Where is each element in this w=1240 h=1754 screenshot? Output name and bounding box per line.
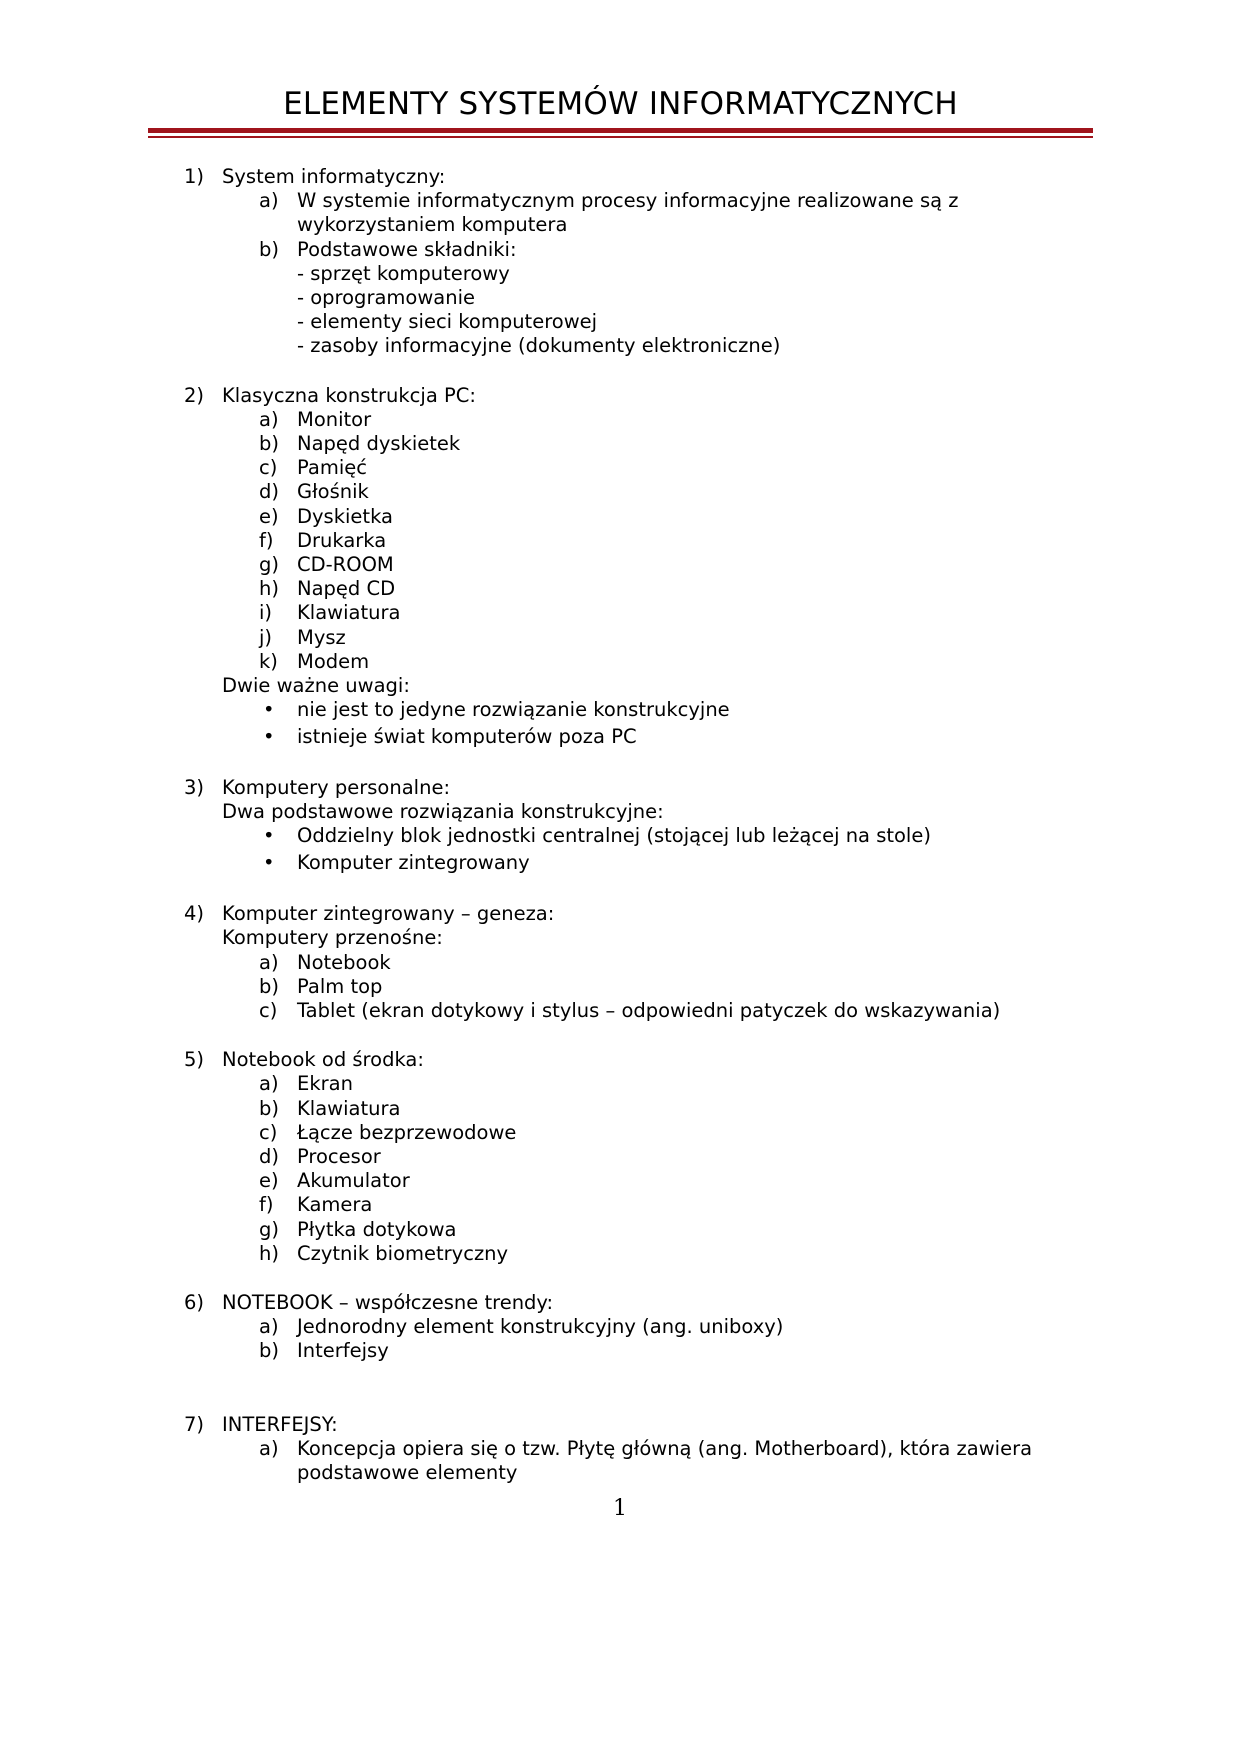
list-item-marker: f) <box>259 1193 274 1217</box>
list-item-marker: b) <box>259 432 279 455</box>
bullet-icon: • <box>263 824 275 848</box>
list-item-marker: c) <box>259 1120 278 1144</box>
list-item-text: Klawiatura <box>297 1096 401 1120</box>
list-item-marker: b) <box>259 237 279 261</box>
title-rule-thin <box>148 136 1093 138</box>
list-item-text: Koncepcja opiera się o tzw. Płytę główną (ang. Motherboard), która zawiera <box>297 1436 1033 1460</box>
section-heading: Notebook od środka: <box>222 1048 424 1072</box>
section-number: 5) <box>184 1048 205 1072</box>
list-item-text: podstawowe elementy <box>297 1461 518 1484</box>
list-item-marker: a) <box>259 407 279 431</box>
list-item-marker: b) <box>259 1096 279 1120</box>
list-item-marker: a) <box>259 1315 279 1339</box>
list-item-marker: a) <box>259 1072 279 1096</box>
section-heading: Klasyczna konstrukcja PC: <box>222 383 476 407</box>
section-number: 7) <box>184 1412 205 1436</box>
list-item-text: Jednorodny element konstrukcyjny (ang. uniboxy) <box>297 1315 784 1339</box>
section-subheading: Komputery przenośne: <box>222 926 443 950</box>
list-item-text: - elementy sieci komputerowej <box>297 310 598 334</box>
section-heading: NOTEBOOK – współczesne trendy: <box>222 1291 554 1314</box>
section-subheading: Dwie ważne uwagi: <box>222 674 410 697</box>
title-rule-thick <box>148 128 1093 133</box>
list-item-text: Monitor <box>297 407 372 431</box>
list-item-text: wykorzystaniem komputera <box>297 213 568 237</box>
section-number: 2) <box>184 383 205 407</box>
list-item-text: Akumulator <box>297 1169 410 1193</box>
section-subheading: Dwa podstawowe rozwiązania konstrukcyjne: <box>222 800 664 824</box>
list-item-text: Napęd dyskietek <box>297 432 461 455</box>
list-item-marker: a) <box>259 189 279 213</box>
section-number: 6) <box>184 1291 205 1314</box>
list-item-marker: h) <box>259 1241 279 1265</box>
list-item-marker: f) <box>259 528 274 552</box>
list-item-marker: a) <box>259 1436 279 1460</box>
bullet-item-text: Komputer zintegrowany <box>297 850 530 874</box>
list-item-text: Kamera <box>297 1193 373 1217</box>
list-item-text: - zasoby informacyjne (dokumenty elektroniczne) <box>297 334 781 358</box>
list-item-text: Płytka dotykowa <box>297 1217 457 1241</box>
section-heading: Komputer zintegrowany – geneza: <box>222 902 555 926</box>
section-heading: Komputery personalne: <box>222 776 451 799</box>
section-number: 4) <box>184 902 205 926</box>
list-item-text: Mysz <box>297 625 346 649</box>
list-item-marker: b) <box>259 1339 279 1363</box>
list-item-marker: g) <box>259 1217 279 1241</box>
list-item-text: Tablet (ekran dotykowy i stylus – odpowiedni patyczek do wskazywania) <box>297 999 1001 1022</box>
list-item-text: Pamięć <box>297 456 367 480</box>
list-item-marker: k) <box>259 649 278 673</box>
bullet-icon: • <box>263 724 275 748</box>
page-number: 1 <box>613 1496 627 1521</box>
list-item-marker: e) <box>259 504 279 528</box>
list-item-text: Dyskietka <box>297 504 393 528</box>
list-item-marker: c) <box>259 456 278 480</box>
list-item-text: Interfejsy <box>297 1339 389 1363</box>
list-item-marker: a) <box>259 950 279 974</box>
list-item-marker: d) <box>259 480 279 504</box>
list-item-text: - sprzęt komputerowy <box>297 261 510 285</box>
list-item-text: Drukarka <box>297 528 387 552</box>
list-item-text: Napęd CD <box>297 577 396 601</box>
section-heading: System informatyczny: <box>222 165 446 188</box>
list-item-text: Czytnik biometryczny <box>297 1241 509 1265</box>
section-number: 1) <box>184 165 205 188</box>
page-title: ELEMENTY SYSTEMÓW INFORMATYCZNYCH <box>283 86 958 122</box>
list-item-text: Procesor <box>297 1145 381 1168</box>
bullet-icon: • <box>263 850 275 874</box>
bullet-item-text: Oddzielny blok jednostki centralnej (stojącej lub leżącej na stole) <box>297 824 931 848</box>
list-item-text: - oprogramowanie <box>297 286 476 309</box>
list-item-text: Notebook <box>297 950 391 974</box>
list-item-marker: g) <box>259 553 279 576</box>
list-item-marker: e) <box>259 1169 279 1193</box>
list-item-text: Podstawowe składniki: <box>297 237 517 261</box>
list-item-marker: b) <box>259 974 279 998</box>
bullet-item-text: istnieje świat komputerów poza PC <box>297 724 637 748</box>
list-item-marker: j) <box>259 625 273 649</box>
list-item-text: Ekran <box>297 1072 353 1096</box>
list-item-text: W systemie informatycznym procesy informacyjne realizowane są z <box>297 189 959 213</box>
list-item-text: Głośnik <box>297 480 369 504</box>
list-item-text: Klawiatura <box>297 601 401 625</box>
list-item-text: Modem <box>297 649 370 673</box>
list-item-text: CD-ROOM <box>297 553 394 576</box>
bullet-icon: • <box>263 698 275 722</box>
list-item-marker: c) <box>259 999 278 1022</box>
list-item-marker: d) <box>259 1145 279 1168</box>
list-item-marker: h) <box>259 577 279 601</box>
section-heading: INTERFEJSY: <box>222 1412 338 1436</box>
list-item-text: Łącze bezprzewodowe <box>297 1120 517 1144</box>
list-item-text: Palm top <box>297 974 383 998</box>
list-item-marker: i) <box>259 601 273 625</box>
section-number: 3) <box>184 776 205 799</box>
bullet-item-text: nie jest to jedyne rozwiązanie konstrukcyjne <box>297 698 730 722</box>
